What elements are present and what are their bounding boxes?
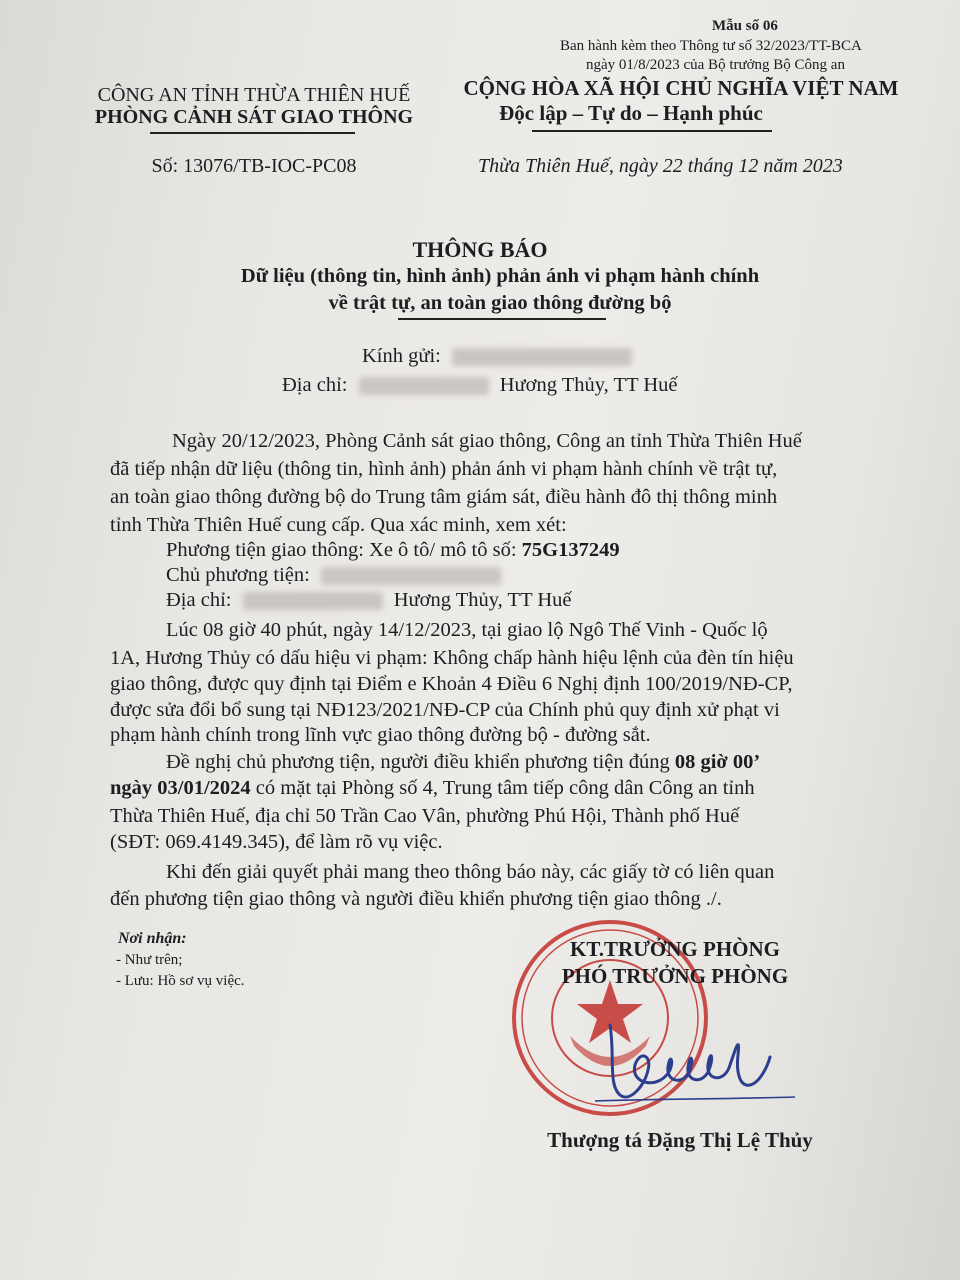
recipients-list-item: - Lưu: Hồ sơ vụ việc. xyxy=(116,973,245,989)
body-p1-line-3: an toàn giao thông đường bộ do Trung tâm giám sát, điều hành đô thị thông minh xyxy=(110,486,778,508)
owner-address-label: Địa chỉ: xyxy=(166,589,232,611)
body-p3-line-1-text: Đề nghị chủ phương tiện, người điều khiển phương tiện đúng xyxy=(166,751,675,773)
vehicle-plate: 75G137249 xyxy=(521,539,620,561)
body-p3-line-4: (SĐT: 069.4149.345), để làm rõ vụ việc. xyxy=(110,831,443,853)
owner-label: Chủ phương tiện: xyxy=(166,564,310,586)
form-issued-line-2: ngày 01/8/2023 của Bộ trưởng Bộ Công an xyxy=(586,57,845,73)
form-number: Mẫu số 06 xyxy=(712,18,778,34)
redacted-recipient-address xyxy=(359,377,489,395)
body-p2-line-1: Lúc 08 giờ 40 phút, ngày 14/12/2023, tại giao lộ Ngô Thế Vinh - Quốc lộ xyxy=(166,619,768,641)
redacted-owner-address xyxy=(243,592,383,610)
body-p1-line-1: Ngày 20/12/2023, Phòng Cảnh sát giao thông, Công an tỉnh Thừa Thiên Huế xyxy=(172,430,802,452)
body-p3-line-2-text: có mặt tại Phòng số 4, Trung tâm tiếp công dân Công an tỉnh xyxy=(250,777,755,799)
owner-line xyxy=(166,562,501,589)
recipient-address-value: Hương Thủy, TT Huế xyxy=(499,374,678,396)
handwritten-signature xyxy=(590,1015,800,1110)
nation-name: CỘNG HÒA XÃ HỘI CHỦ NGHĨA VIỆT NAM xyxy=(463,76,899,100)
signer-name: Thượng tá Đặng Thị Lệ Thủy xyxy=(547,1128,813,1152)
body-p2-line-4: được sửa đổi bổ sung tại NĐ123/2021/NĐ-CP của Chính phủ quy định xử phạt vi xyxy=(110,699,780,721)
document-number: Số: 13076/TB-IOC-PC08 xyxy=(151,155,357,177)
form-issued-line-1: Ban hành kèm theo Thông tư số 32/2023/TT-BCA xyxy=(560,38,862,54)
document-title: THÔNG BÁO xyxy=(412,237,548,262)
national-motto: Độc lập – Tự do – Hạnh phúc xyxy=(499,101,763,125)
appointment-time: 08 giờ 00’ xyxy=(674,751,761,773)
body-p3-line-3: Thừa Thiên Huế, địa chỉ 50 Trần Cao Vân, phường Phú Hội, Thành phố Huế xyxy=(110,805,740,827)
document-subtitle-1: Dữ liệu (thông tin, hình ảnh) phản ánh vi phạm hành chính xyxy=(240,265,760,287)
body-p1-line-2: đã tiếp nhận dữ liệu (thông tin, hình ảnh) phản ánh vi phạm hành chính về trật tự, xyxy=(110,458,778,480)
body-p2-line-5: phạm hành chính trong lĩnh vực giao thông đường bộ - đường sắt. xyxy=(110,724,651,746)
signature-title-2: PHÓ TRƯỞNG PHÒNG xyxy=(561,964,789,988)
department-name: PHÒNG CẢNH SÁT GIAO THÔNG xyxy=(94,106,414,128)
body-p4-line-1: Khi đến giải quyết phải mang theo thông báo này, các giấy tờ có liên quan xyxy=(166,861,775,883)
title-underline xyxy=(398,318,606,320)
org-name: CÔNG AN TỈNH THỪA THIÊN HUẾ xyxy=(97,84,411,106)
recipient-line xyxy=(362,343,632,370)
redacted-recipient-name xyxy=(452,348,632,366)
recipients-list-item: - Như trên; xyxy=(116,952,183,968)
appointment-date: ngày 03/01/2024 xyxy=(110,777,251,799)
header-underline-right xyxy=(532,130,772,132)
vehicle-label: Phương tiện giao thông: Xe ô tô/ mô tô số: xyxy=(166,539,522,561)
body-p4-line-2: đến phương tiện giao thông và người điều khiển phương tiện giao thông ./. xyxy=(110,888,722,910)
body-p1-line-4: tỉnh Thừa Thiên Huế cung cấp. Qua xác minh, xem xét: xyxy=(110,514,567,536)
recipient-address-line xyxy=(282,372,678,399)
body-p2-line-2: 1A, Hương Thủy có dấu hiệu vi phạm: Không chấp hành hiệu lệnh của đèn tín hiệu xyxy=(110,647,794,669)
vehicle-line xyxy=(166,537,620,564)
body-p3-line-2 xyxy=(110,775,755,802)
recipients-list-label: Nơi nhận: xyxy=(118,930,187,947)
signature-title-1: KT.TRƯỞNG PHÒNG xyxy=(570,937,780,961)
owner-address-line xyxy=(166,587,572,614)
owner-address-value: Hương Thủy, TT Huế xyxy=(393,589,572,611)
document-date: Thừa Thiên Huế, ngày 22 tháng 12 năm 2023 xyxy=(478,155,843,177)
body-p2-line-3: giao thông, được quy định tại Điểm e Khoản 4 Điều 6 Nghị định 100/2019/NĐ-CP, xyxy=(110,673,793,695)
redacted-owner-name xyxy=(321,567,501,585)
document-subtitle-2: về trật tự, an toàn giao thông đường bộ xyxy=(328,292,672,314)
body-p3-line-1 xyxy=(166,749,760,776)
recipient-label: Kính gửi: xyxy=(362,345,441,367)
header-underline-left xyxy=(150,132,355,134)
recipient-address-label: Địa chỉ: xyxy=(282,374,348,396)
